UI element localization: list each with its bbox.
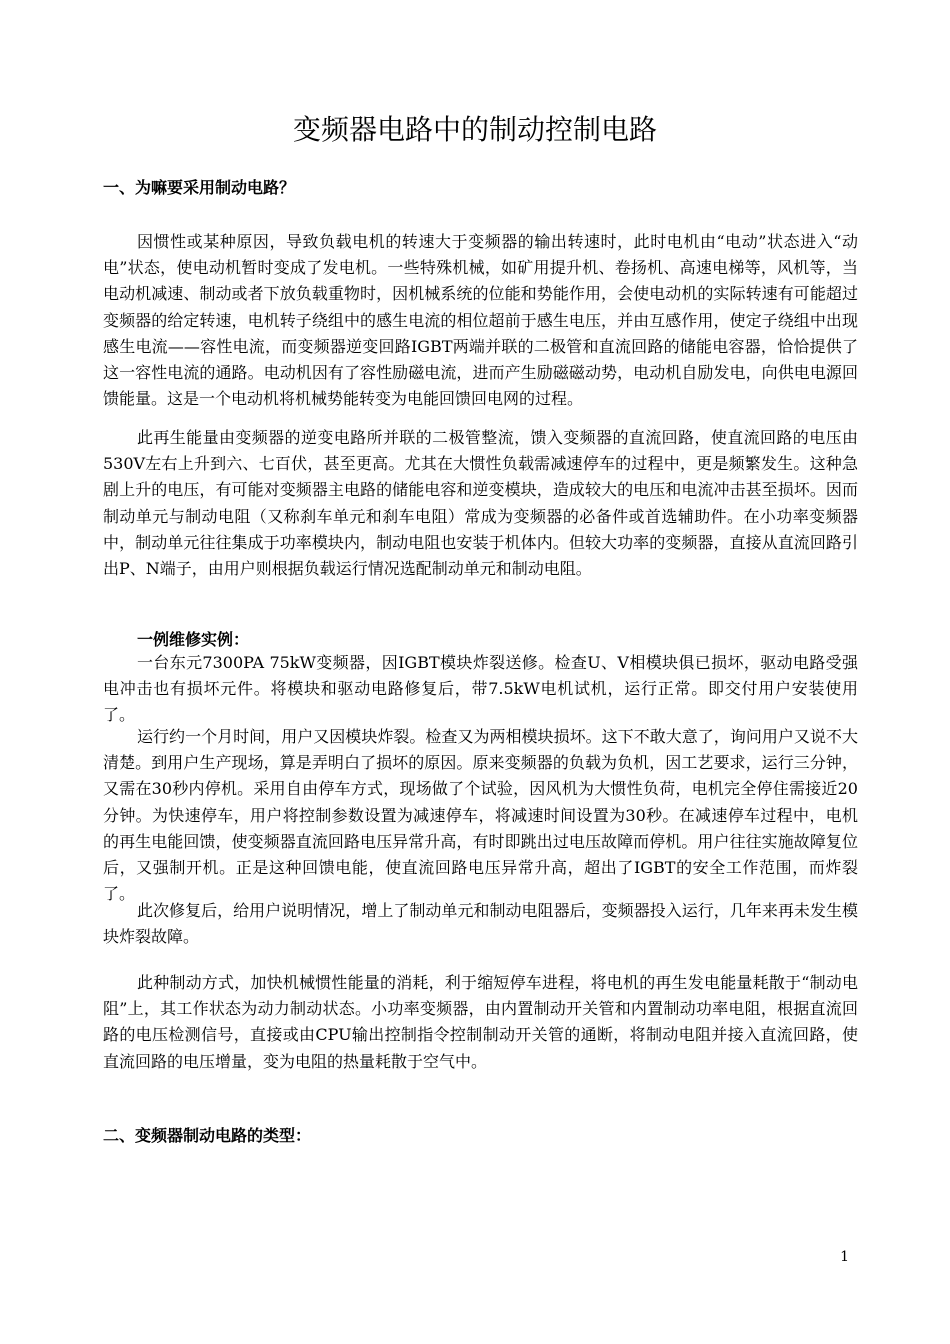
- page-number: 1: [840, 1249, 849, 1265]
- section-2-heading: 二、变频器制动电路的类型：: [103, 1126, 312, 1145]
- example-paragraph-3: 此次修复后，给用户说明情况，增上了制动单元和制动电阻器后，变频器投入运行，几年来再未发生模块炸裂故障。: [103, 901, 858, 947]
- braking-method-paragraph: 此种制动方式，加快机械惯性能量的消耗，利于缩短停车进程，将电机的再生发电能量耗散于“制动电阻”上，其工作状态为动力制动状态。小功率变频器，由内置制动开关管和内置制动功率电阻，根据直流回路的电压检测信号，直接或由CPU输出控制指令控制制动开关管的通断，将制动电阻并接入直流回路，使直流回路的电压增量，变为电阻的热量耗散于空气中。: [103, 973, 858, 1071]
- example-paragraph-1: 一台东元7300PA 75kW变频器，因IGBT模块炸裂送修。检查U、V相模块俱已损坏，驱动电路受强电冲击也有损坏元件。将模块和驱动电路修复后，带7.5kW电机试机，运行正常。即交付用户安装使用了。: [103, 653, 858, 725]
- example-paragraph-2: 运行约一个月时间，用户又因模块炸裂。检查又为两相模块损坏。这下不敢大意了，询问用户又说不大清楚。到用户生产现场，算是弄明白了损坏的原因。原来变频器的负载为负机，因工艺要求，运行三分钟，又需在30秒内停机。采用自由停车方式，现场做了个试验，因风机为大惯性负荷，电机完全停住需接近20分钟。为快速停车，用户将控制参数设置为减速停车，将减速时间设置为30秒。在减速停车过程中，电机的再生电能回馈，使变频器直流回路电压异常升高，有时即跳出过电压故障而停机。用户往往实施故障复位后，又强制开机。正是这种回馈电能，使直流回路电压异常升高，超出了IGBT的安全工作范围，而炸裂了。: [103, 727, 858, 904]
- section-1-heading: 一、为嘛要采用制动电路？: [103, 178, 296, 197]
- section-1-paragraph-2: 此再生能量由变频器的逆变电路所并联的二极管整流，馈入变频器的直流回路，使直流回路的电压由530V左右上升到六、七百伏，甚至更高。尤其在大惯性负载需减速停车的过程中，更是频繁发生。这种急剧上升的电压，有可能对变频器主电路的储能电容和逆变模块，造成较大的电压和电流冲击甚至损坏。因而制动单元与制动电阻（又称刹车单元和刹车电阻）常成为变频器的必备件或首选辅助件。在小功率变频器中，制动单元往往集成于功率模块内，制动电阻也安装于机体内。但较大功率的变频器，直接从直流回路引出P、N端子，由用户则根据负载运行情况选配制动单元和制动电阻。: [103, 428, 858, 579]
- section-1-paragraph-1: 因惯性或某种原因，导致负载电机的转速大于变频器的输出转速时，此时电机由“电动”状态进入“动电”状态，使电动机暂时变成了发电机。一些特殊机械，如矿用提升机、卷扬机、高速电梯等，风机等，当电动机减速、制动或者下放负载重物时，因机械系统的位能和势能作用，会使电动机的实际转速有可能超过变频器的给定转速，电机转子绕组中的感生电流的相位超前于感生电压，并由互感作用，使定子绕组中出现感生电流——容性电流，而变频器逆变回路IGBT两端并联的二极管和直流回路的储能电容器，恰恰提供了这一容性电流的通路。电动机因有了容性励磁电流，进而产生励磁磁动势，电动机自励发电，向供电电源回馈能量。这是一个电动机将机械势能转变为电能回馈回电网的过程。: [103, 232, 858, 409]
- example-heading: 一例维修实例：: [137, 630, 250, 649]
- document-title: 变频器电路中的制动控制电路: [292, 113, 657, 146]
